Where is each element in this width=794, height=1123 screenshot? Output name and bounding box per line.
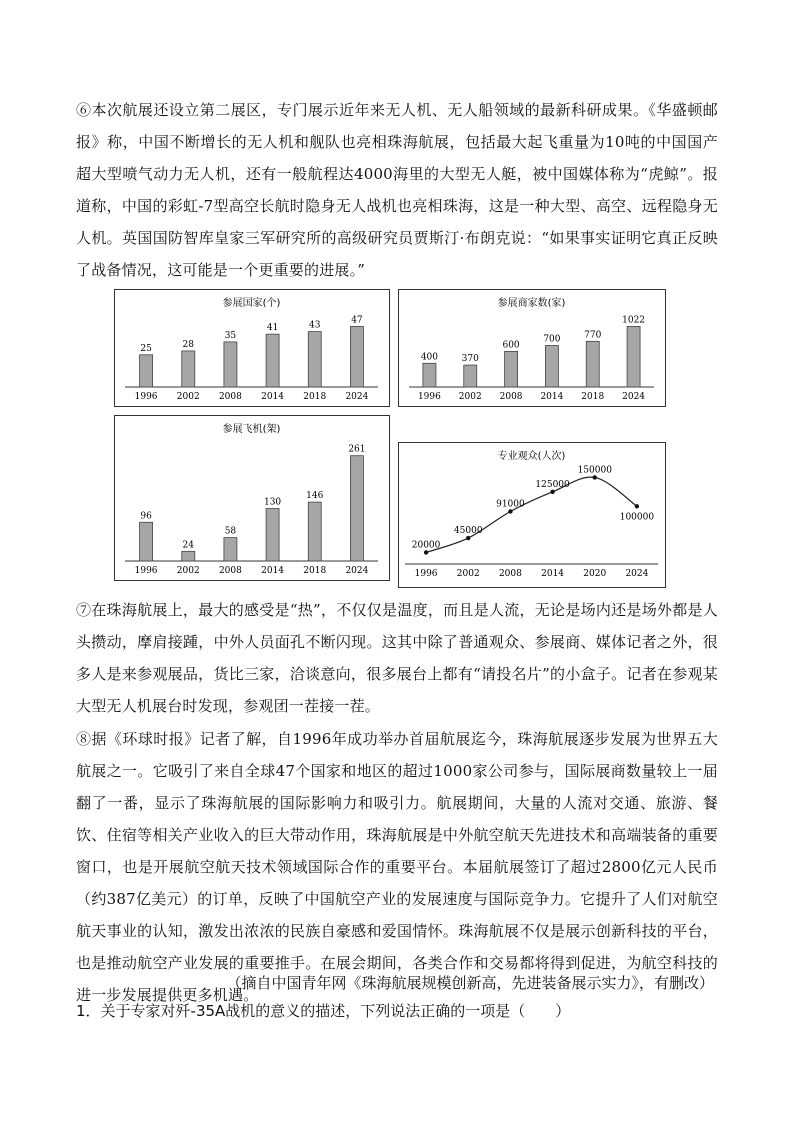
bar — [586, 341, 599, 387]
bar — [308, 502, 321, 561]
data-label: 58 — [224, 526, 237, 537]
bar — [140, 522, 153, 561]
data-label: 700 — [543, 334, 561, 345]
data-label: 91000 — [496, 499, 525, 510]
source-citation: （摘自中国青年网《珠海航展规模创新高，先进装备展示实力》，有删改） — [226, 974, 714, 992]
chart-svg — [115, 416, 388, 579]
chart-professional-audience — [398, 442, 666, 588]
chart-svg — [115, 290, 388, 405]
chart-exhibitors — [398, 289, 666, 407]
bar — [224, 342, 237, 387]
data-label: 261 — [348, 444, 366, 455]
data-label: 400 — [420, 352, 439, 363]
data-point — [466, 536, 470, 540]
x-tick-label: 2018 — [581, 392, 605, 402]
x-tick-label: 1996 — [134, 392, 158, 402]
data-label: 96 — [140, 511, 152, 522]
x-tick-label: 2002 — [458, 392, 482, 402]
bar — [627, 326, 640, 387]
x-tick-label: 2024 — [345, 392, 369, 402]
bar — [266, 509, 279, 561]
bar — [182, 351, 195, 387]
bar — [423, 363, 436, 387]
chart-svg — [399, 443, 664, 586]
x-tick-label: 2020 — [583, 569, 607, 579]
data-label: 130 — [263, 497, 282, 508]
data-label: 35 — [224, 330, 237, 341]
data-point — [508, 509, 512, 513]
paragraph-6: ⑥本次航展还设立第二展区，专门展示近年来无人机、无人船领域的最新科研成果。《华盛顿邮报》称，中国不断增长的无人机和舰队也亮相珠海航展，包括最大起飞重量为10吨的中国国产超大型喷气动力无人机，还有一般航程达4000海里的大型无人艇，被中国媒体称为“虎鲸”。报道称，中国的彩虹-7型高空长航时隐身无人战机也亮相珠海，这是一种大型、高空、远程隐身无人机。英国国防智库皇家三军研究所的高级研究员贾斯汀·布朗克说：“如果事实证明它真正反映了战备情况，这可能是一个更重要的进展。” — [76, 101, 718, 279]
chart-aircraft — [114, 415, 390, 581]
data-label: 25 — [140, 343, 152, 354]
bar — [224, 538, 237, 561]
x-tick-label: 2018 — [303, 566, 327, 576]
paragraph-7: ⑦在珠海航展上，最大的感受是“热”，不仅仅是温度，而且是人流，无论是场内还是场外都是人头攒动，摩肩接踵，中外人员面孔不断闪现。这其中除了普通观众、参展商、媒体记者之外，很多人是来参观展品，货比三家，洽谈意向，很多展台上都有“请投名片”的小盒子。记者在参观某大型无人机展台时发现，参观团一茬接一茬。 — [76, 601, 718, 715]
data-label: 146 — [306, 491, 324, 502]
bar — [464, 365, 477, 387]
data-label: 28 — [182, 339, 194, 350]
bar — [182, 551, 195, 561]
data-label: 770 — [584, 330, 602, 341]
data-point — [424, 550, 428, 554]
data-label: 125000 — [535, 479, 570, 490]
chart-title: 专业观众(人次) — [497, 451, 566, 462]
bar — [505, 351, 518, 387]
data-label: 45000 — [453, 526, 483, 537]
data-label: 100000 — [619, 512, 655, 523]
x-tick-label: 2014 — [261, 392, 285, 402]
series-line — [426, 477, 637, 552]
chart-participating-countries — [114, 289, 390, 407]
x-tick-label: 1996 — [417, 392, 441, 402]
bar — [140, 355, 153, 387]
bar — [308, 332, 321, 387]
x-tick-label: 2014 — [261, 566, 285, 576]
x-tick-label: 2008 — [499, 392, 523, 402]
bar — [545, 345, 558, 387]
chart-title: 参展国家(个) — [222, 298, 281, 309]
bar — [350, 326, 363, 387]
data-label: 47 — [351, 315, 363, 326]
x-tick-label: 1996 — [134, 566, 158, 576]
data-point — [635, 504, 639, 508]
data-label: 41 — [266, 323, 279, 334]
x-tick-label: 2008 — [218, 566, 242, 576]
data-point — [550, 490, 554, 494]
x-tick-label: 2002 — [176, 566, 200, 576]
data-label: 24 — [182, 540, 194, 551]
x-tick-label: 2024 — [625, 569, 649, 579]
x-tick-label: 2014 — [540, 392, 564, 402]
x-tick-label: 1996 — [414, 569, 438, 579]
bar — [350, 456, 363, 561]
x-tick-label: 2014 — [541, 569, 565, 579]
chart-title: 参展商家数(家) — [497, 298, 566, 309]
x-tick-label: 2024 — [345, 566, 369, 576]
data-label: 150000 — [577, 465, 612, 476]
data-point — [593, 475, 597, 479]
question-1: 1．关于专家对歼-35A战机的意义的描述，下列说法正确的一项是（ ） — [76, 1002, 571, 1020]
x-tick-label: 2008 — [218, 392, 242, 402]
chart-title: 参展飞机(架) — [222, 424, 281, 435]
x-tick-label: 2008 — [498, 569, 522, 579]
x-tick-label: 2002 — [456, 569, 480, 579]
data-label: 1022 — [622, 315, 646, 326]
x-tick-label: 2002 — [176, 392, 200, 402]
paragraph-8: ⑧据《环球时报》记者了解，自1996年成功举办首届航展迄今，珠海航展逐步发展为世界五大航展之一。它吸引了来自全球47个国家和地区的超过1000家公司参与，国际展商数量较上一届翻了一番，显示了珠海航展的国际影响力和吸引力。航展期间，大量的人流对交通、旅游、餐饮、住宿等相关产业收入的巨大带动作用，珠海航展是中外航空航天先进技术和高端装备的重要窗口，也是开展航空航天技术领域国际合作的重要平台。本届航展签订了超过2800亿元人民币（约387亿美元）的订单，反映了中国航空产业的发展速度与国际竞争力。它提升了人们对航空航天事业的认知，激发出浓浓的民族自豪感和爱国情怀。珠海航展不仅是展示创新科技的平台，也是推动航空产业发展的重要推手。在展会期间，各类合作和交易都将得到促进，为航空科技的进一步发展提供更多机遇。 — [76, 730, 718, 1004]
data-label: 370 — [461, 354, 479, 365]
chart-svg — [399, 290, 664, 405]
data-label: 20000 — [411, 540, 441, 551]
bar — [266, 334, 279, 387]
data-label: 600 — [502, 340, 520, 351]
data-label: 43 — [309, 320, 321, 331]
x-tick-label: 2018 — [303, 392, 327, 402]
x-tick-label: 2024 — [622, 392, 646, 402]
